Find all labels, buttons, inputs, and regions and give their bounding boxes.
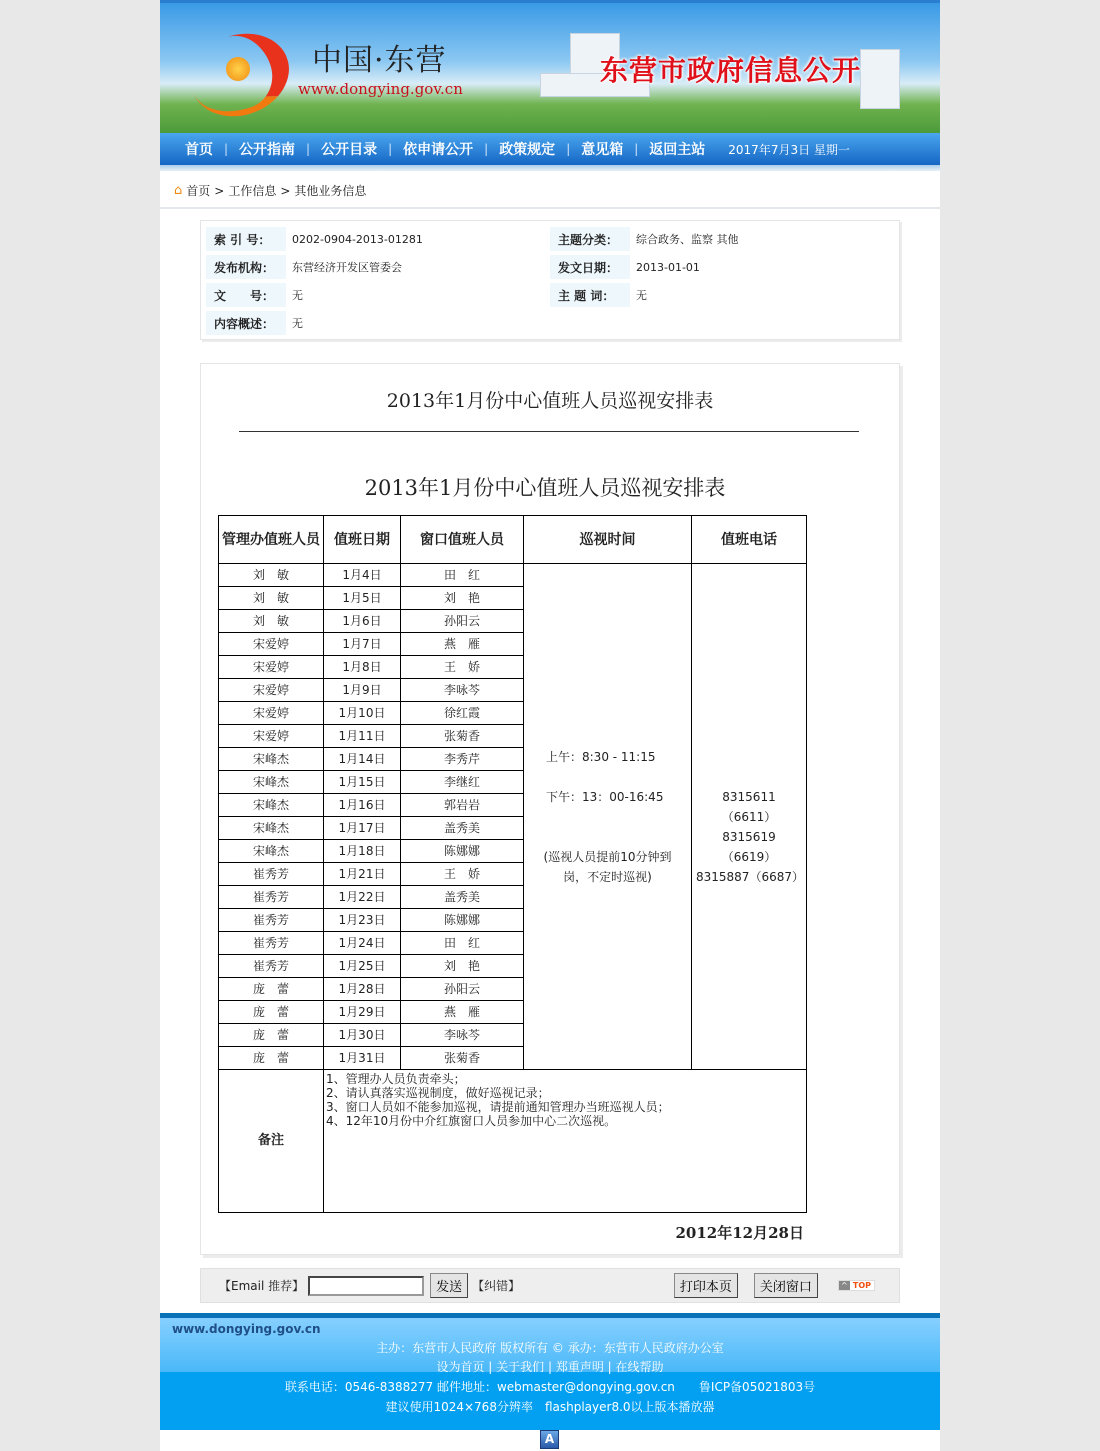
nav-catalog[interactable]: 公开目录 bbox=[321, 142, 378, 158]
manager-cell: 庞 蕾 bbox=[219, 978, 324, 1001]
docno-value: 无 bbox=[292, 289, 303, 302]
accessibility-icon[interactable]: A bbox=[540, 1430, 559, 1449]
window-staff-cell: 李秀芹 bbox=[401, 748, 524, 771]
nav-feedback[interactable]: 意见箱 bbox=[581, 142, 624, 158]
window-staff-cell: 田 红 bbox=[401, 564, 524, 587]
window-staff-cell: 王 娇 bbox=[401, 656, 524, 679]
logo-url: www.dongying.gov.cn bbox=[298, 80, 463, 98]
window-staff-cell: 盖秀美 bbox=[401, 817, 524, 840]
patrol-am: 上午：8:30 - 11:15 bbox=[546, 749, 656, 764]
chevron-right-icon: > bbox=[214, 183, 225, 198]
window-staff-cell: 盖秀美 bbox=[401, 886, 524, 909]
manager-cell: 宋爱婷 bbox=[219, 679, 324, 702]
window-staff-cell: 孙阳云 bbox=[401, 978, 524, 1001]
article-date: 2012年12月28日 bbox=[675, 1224, 804, 1242]
topic-value: 综合政务、监察 其他 bbox=[636, 233, 739, 246]
window-staff-cell: 田 红 bbox=[401, 932, 524, 955]
site-title: 东营市政府信息公开 bbox=[600, 54, 862, 87]
table-container bbox=[218, 515, 838, 1243]
date-cell: 1月5日 bbox=[324, 587, 401, 610]
breadcrumb-home[interactable]: 首页 bbox=[186, 184, 211, 198]
footer-copyright: 主办：东营市人民政府 版权所有 © 承办：东营市人民政府办公室 bbox=[376, 1341, 724, 1355]
window-staff-cell: 郭岩岩 bbox=[401, 794, 524, 817]
window-staff-cell: 张菊香 bbox=[401, 1047, 524, 1070]
manager-cell: 崔秀芳 bbox=[219, 932, 324, 955]
header-patrol: 巡视时间 bbox=[524, 516, 692, 564]
home-icon: ⌂ bbox=[174, 183, 183, 198]
date-cell: 1月23日 bbox=[324, 909, 401, 932]
index-label: 索 引 号： bbox=[206, 227, 286, 251]
manager-cell: 宋峰杰 bbox=[219, 794, 324, 817]
date-value: 2013-01-01 bbox=[636, 260, 700, 274]
page-toolbar bbox=[200, 1268, 900, 1303]
date-cell: 1月14日 bbox=[324, 748, 401, 771]
summary-value: 无 bbox=[292, 317, 303, 330]
top-label: TOP bbox=[852, 1281, 871, 1290]
manager-cell: 宋峰杰 bbox=[219, 840, 324, 863]
manager-cell: 庞 蕾 bbox=[219, 1024, 324, 1047]
date-cell: 1月7日 bbox=[324, 633, 401, 656]
date-cell: 1月6日 bbox=[324, 610, 401, 633]
keyword-label: 主 题 词： bbox=[550, 283, 630, 307]
date-cell: 1月31日 bbox=[324, 1047, 401, 1070]
print-button[interactable]: 打印本页 bbox=[674, 1273, 738, 1298]
article-subtitle: 2013年1月份中心值班人员巡视安排表 bbox=[364, 476, 726, 500]
index-value: 0202-0904-2013-01281 bbox=[292, 232, 423, 246]
date-cell: 1月28日 bbox=[324, 978, 401, 1001]
article-title: 2013年1月份中心值班人员巡视安排表 bbox=[386, 390, 714, 412]
keyword-value: 无 bbox=[636, 289, 647, 302]
date-cell: 1月24日 bbox=[324, 932, 401, 955]
header-phone: 值班电话 bbox=[692, 516, 807, 564]
manager-cell: 崔秀芳 bbox=[219, 886, 324, 909]
window-staff-cell: 刘 艳 bbox=[401, 587, 524, 610]
date-cell: 1月18日 bbox=[324, 840, 401, 863]
window-staff-cell: 燕 雁 bbox=[401, 633, 524, 656]
manager-cell: 刘 敏 bbox=[219, 564, 324, 587]
manager-cell: 崔秀芳 bbox=[219, 909, 324, 932]
breadcrumb bbox=[174, 182, 366, 199]
report-error-link[interactable]: 【纠错】 bbox=[472, 1279, 521, 1293]
manager-cell: 宋峰杰 bbox=[219, 817, 324, 840]
logo-text: 中国·东营 bbox=[312, 43, 447, 78]
date-cell: 1月11日 bbox=[324, 725, 401, 748]
manager-cell: 庞 蕾 bbox=[219, 1001, 324, 1024]
window-staff-cell: 王 娇 bbox=[401, 863, 524, 886]
topic-label: 主题分类： bbox=[550, 227, 630, 251]
manager-cell: 庞 蕾 bbox=[219, 1047, 324, 1070]
manager-cell: 宋峰杰 bbox=[219, 771, 324, 794]
divider bbox=[160, 207, 940, 209]
manager-cell: 刘 敏 bbox=[219, 610, 324, 633]
window-staff-cell: 陈娜娜 bbox=[401, 909, 524, 932]
nav-home[interactable]: 首页 bbox=[185, 142, 213, 158]
note-item: 2、请认真落实巡视制度，做好巡视记录； bbox=[326, 1086, 550, 1100]
org-label: 发布机构： bbox=[206, 255, 286, 279]
header-manager: 管理办值班人员 bbox=[219, 516, 324, 564]
date-label: 发文日期： bbox=[550, 255, 630, 279]
manager-cell: 宋爱婷 bbox=[219, 633, 324, 656]
page bbox=[160, 0, 940, 1451]
phone-cell bbox=[692, 564, 807, 1070]
logo-sun-icon bbox=[226, 57, 250, 81]
header-date: 值班日期 bbox=[324, 516, 401, 564]
summary-label: 内容概述： bbox=[206, 311, 286, 335]
table-row bbox=[219, 564, 807, 587]
chevron-right-icon: > bbox=[280, 183, 291, 198]
header-window: 窗口值班人员 bbox=[401, 516, 524, 564]
manager-cell: 宋爱婷 bbox=[219, 725, 324, 748]
nav-apply[interactable]: 依申请公开 bbox=[403, 142, 474, 158]
table-header-row bbox=[219, 516, 807, 564]
arrow-up-icon: ^ bbox=[839, 1281, 850, 1290]
docno-label: 文 号： bbox=[206, 283, 286, 307]
footer-contact: 联系电话：0546-8388277 邮件地址：webmaster@dongying.gov.cn 鲁ICP备05021803号 bbox=[284, 1380, 816, 1394]
date-cell: 1月9日 bbox=[324, 679, 401, 702]
title-rule bbox=[239, 431, 859, 432]
date-cell: 1月30日 bbox=[324, 1024, 401, 1047]
main-nav: 首页 | 公开指南 | 公开目录 | 依申请公开 | 政策规定 | 意见箱 | 返回主站 2017年7月3日 星期一 bbox=[160, 133, 940, 165]
current-date: 2017年7月3日 星期一 bbox=[728, 142, 850, 157]
notes-row bbox=[219, 1070, 807, 1213]
window-staff-cell: 李继红 bbox=[401, 771, 524, 794]
footer-link[interactable]: 关于我们 bbox=[496, 1360, 545, 1374]
breadcrumb-other[interactable]: 其他业务信息 bbox=[294, 184, 367, 198]
date-cell: 1月16日 bbox=[324, 794, 401, 817]
notes-cell bbox=[324, 1070, 807, 1213]
note-item: 4、12年10月份中介红旗窗口人员参加中心二次巡视。 bbox=[326, 1114, 617, 1128]
manager-cell: 崔秀芳 bbox=[219, 955, 324, 978]
footer bbox=[160, 1313, 940, 1430]
window-staff-cell: 刘 艳 bbox=[401, 955, 524, 978]
header-banner bbox=[160, 0, 940, 133]
manager-cell: 刘 敏 bbox=[219, 587, 324, 610]
footer-url: www.dongying.gov.cn bbox=[172, 1322, 321, 1336]
patrol-time-cell bbox=[524, 564, 692, 1070]
window-staff-cell: 徐红霞 bbox=[401, 702, 524, 725]
footer-link[interactable]: 设为首页 bbox=[436, 1360, 485, 1374]
patrol-pm: 下午：13：00-16:45 bbox=[546, 789, 664, 804]
patrol-note: (巡视人员提前10分钟到岗，不定时巡视) bbox=[543, 849, 672, 884]
manager-cell: 宋峰杰 bbox=[219, 748, 324, 771]
window-staff-cell: 燕 雁 bbox=[401, 1001, 524, 1024]
date-cell: 1月15日 bbox=[324, 771, 401, 794]
window-staff-cell: 李咏芩 bbox=[401, 1024, 524, 1047]
date-cell: 1月21日 bbox=[324, 863, 401, 886]
email-input[interactable] bbox=[308, 1276, 424, 1296]
date-cell: 1月17日 bbox=[324, 817, 401, 840]
date-cell: 1月8日 bbox=[324, 656, 401, 679]
window-staff-cell: 孙阳云 bbox=[401, 610, 524, 633]
window-staff-cell: 张菊香 bbox=[401, 725, 524, 748]
window-staff-cell: 陈娜娜 bbox=[401, 840, 524, 863]
window-staff-cell: 李咏芩 bbox=[401, 679, 524, 702]
date-cell: 1月29日 bbox=[324, 1001, 401, 1024]
nav-guide[interactable]: 公开指南 bbox=[239, 142, 296, 158]
footer-resolution: 建议使用1024×768分辨率 flashplayer8.0以上版本播放器 bbox=[385, 1400, 715, 1414]
email-label: 【Email 推荐】 bbox=[219, 1279, 305, 1293]
date-cell: 1月22日 bbox=[324, 886, 401, 909]
date-cell: 1月10日 bbox=[324, 702, 401, 725]
phone-numbers: 8315611（6611） 8315619（6619） 8315887（6687） bbox=[696, 789, 804, 884]
nav-divider bbox=[160, 165, 940, 171]
back-to-top-button[interactable] bbox=[838, 1280, 875, 1291]
send-button[interactable]: 发送 bbox=[430, 1273, 468, 1298]
date-cell: 1月4日 bbox=[324, 564, 401, 587]
note-item: 1、管理办人员负责牵头； bbox=[326, 1072, 466, 1086]
notes-label: 备注 bbox=[219, 1070, 324, 1213]
date-cell: 1月25日 bbox=[324, 955, 401, 978]
manager-cell: 宋爱婷 bbox=[219, 702, 324, 725]
nav-policy[interactable]: 政策规定 bbox=[499, 142, 556, 158]
footer-link[interactable]: 在线帮助 bbox=[615, 1360, 664, 1374]
manager-cell: 宋爱婷 bbox=[219, 656, 324, 679]
footer-links: 设为首页 | 关于我们 | 郑重声明 | 在线帮助 bbox=[436, 1360, 664, 1374]
note-item: 3、窗口人员如不能参加巡视，请提前通知管理办当班巡视人员； bbox=[326, 1100, 670, 1114]
document-metadata bbox=[200, 220, 900, 340]
article bbox=[200, 363, 900, 1255]
close-window-button[interactable]: 关闭窗口 bbox=[754, 1273, 818, 1298]
footer-link[interactable]: 郑重声明 bbox=[555, 1360, 604, 1374]
schedule-table bbox=[218, 515, 807, 1213]
nav-main-site[interactable]: 返回主站 bbox=[649, 142, 706, 158]
org-value: 东营经济开发区管委会 bbox=[292, 261, 402, 274]
breadcrumb-work[interactable]: 工作信息 bbox=[228, 184, 277, 198]
manager-cell: 崔秀芳 bbox=[219, 863, 324, 886]
